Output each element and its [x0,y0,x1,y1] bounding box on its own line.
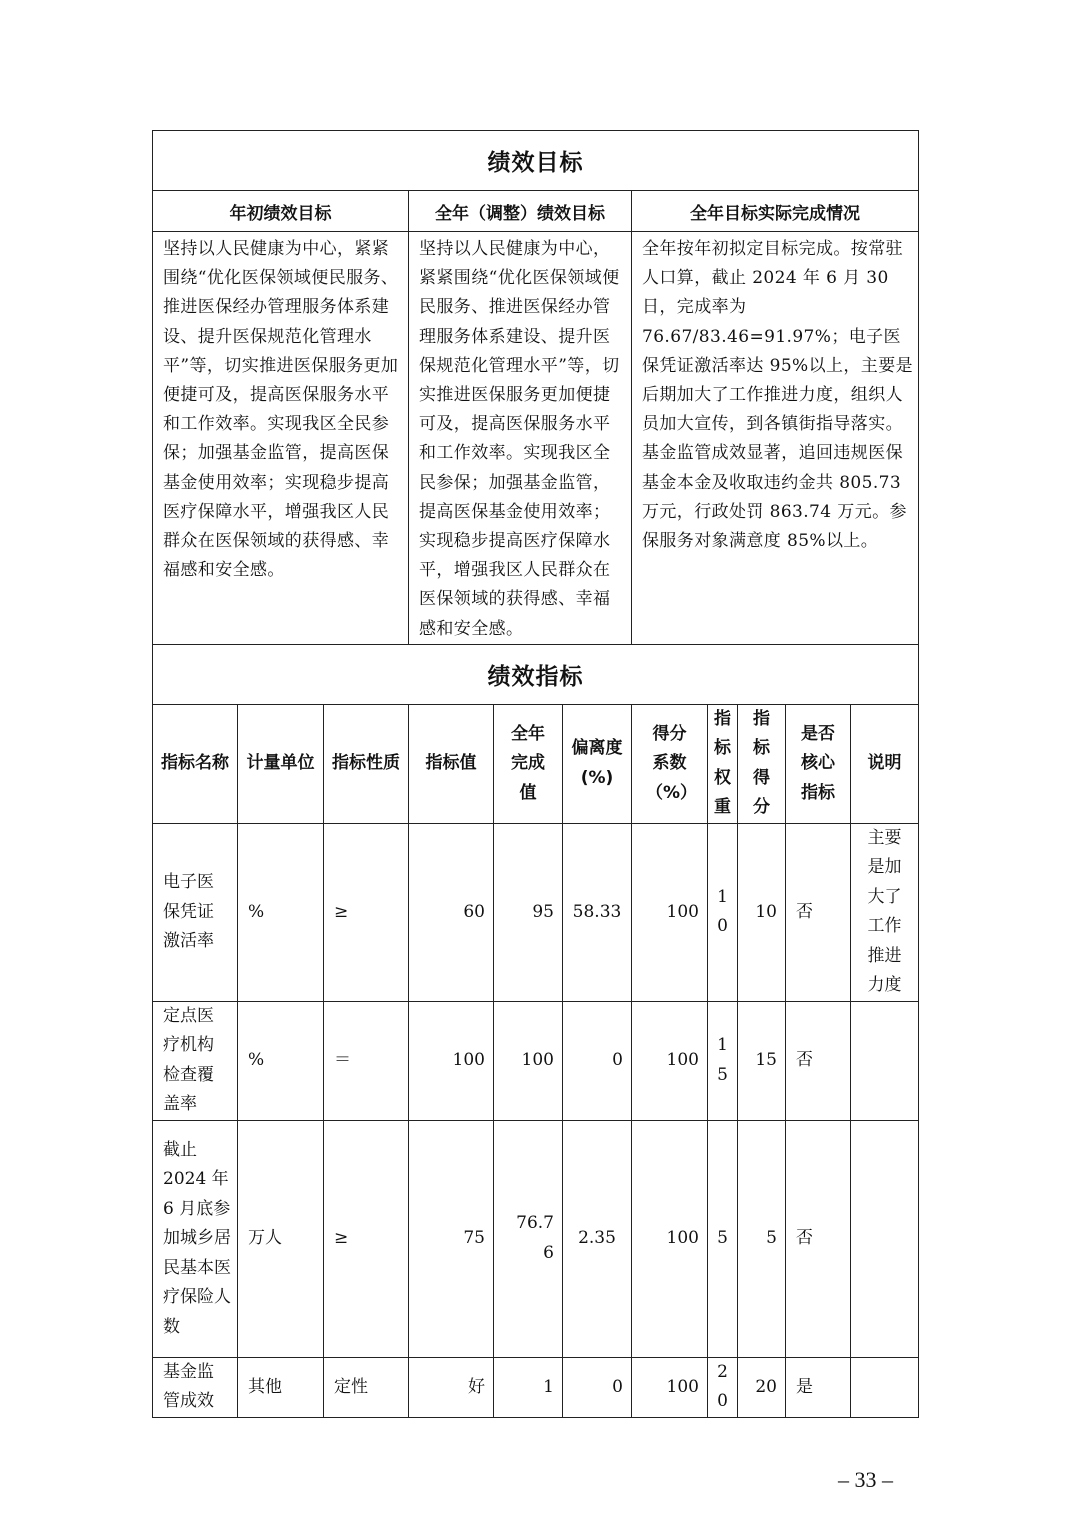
page-number: – 33 – [838,1467,893,1492]
indicator-name: 截止 2024 年 6 月底参加城乡居民基本医疗保险人数 [153,1120,238,1357]
indicator-unit: 万人 [238,1120,324,1357]
col-header-note: 说明 [851,704,919,823]
performance-table [152,130,919,1418]
col-header-score: 指标得分 [738,704,786,823]
goals-section-title: 绩效目标 [153,131,919,191]
indicator-note [851,1001,919,1120]
col-header-target: 指标值 [409,704,494,823]
indicator-score: 15 [738,1001,786,1120]
indicator-deviation: 0 [563,1001,632,1120]
header-adjusted-goal: 全年（调整）绩效目标 [409,191,632,232]
indicator-target: 75 [409,1120,494,1357]
indicator-score: 5 [738,1120,786,1357]
indicator-row [153,823,919,1001]
indicator-actual: 100 [494,1001,563,1120]
indicator-row [153,1357,919,1417]
indicator-name: 基金监管成效 [153,1357,238,1417]
header-initial-goal: 年初绩效目标 [153,191,409,232]
indicator-core: 否 [786,1001,851,1120]
indicator-weight: 15 [708,1001,738,1120]
col-header-deviation: 偏离度(%) [563,704,632,823]
indicator-note [851,1357,919,1417]
indicator-target: 100 [409,1001,494,1120]
indicator-unit: % [238,823,324,1001]
col-header-nature: 指标性质 [324,704,409,823]
indicator-weight: 20 [708,1357,738,1417]
indicator-row [153,1001,919,1120]
col-header-actual: 全年完成值 [494,704,563,823]
indicator-nature: ＝ [324,1001,409,1120]
indicator-target: 好 [409,1357,494,1417]
indicator-name: 电子医保凭证激活率 [153,823,238,1001]
indicator-actual: 95 [494,823,563,1001]
indicator-coefficient: 100 [632,1120,708,1357]
indicator-nature: ≥ [324,1120,409,1357]
indicator-core: 否 [786,1120,851,1357]
indicator-row [153,1120,919,1357]
indicator-deviation: 58.33 [563,823,632,1001]
indicator-score: 10 [738,823,786,1001]
indicator-core: 是 [786,1357,851,1417]
indicator-deviation: 0 [563,1357,632,1417]
indicator-core: 否 [786,823,851,1001]
indicator-actual: 76.76 [494,1120,563,1357]
indicator-note [851,1120,919,1357]
col-header-core: 是否核心指标 [786,704,851,823]
initial-goal-text: 坚持以人民健康为中心，紧紧围绕“优化医保领域便民服务、推进医保经办管理服务体系建设、提升医保规范化管理水平”等，切实推进医保服务更加便捷可及，提高医保服务水平和工作效率。实现我区全民参保；加强基金监管，提高医保基金使用效率；实现稳步提高医疗保障水平，增强我区人民群众在医保领域的获得感、幸福感和安全感。 [153,232,409,645]
indicator-coefficient: 100 [632,823,708,1001]
indicator-weight: 10 [708,823,738,1001]
col-header-name: 指标名称 [153,704,238,823]
indicator-target: 60 [409,823,494,1001]
col-header-coefficient: 得分系数（%） [632,704,708,823]
indicator-coefficient: 100 [632,1357,708,1417]
col-header-unit: 计量单位 [238,704,324,823]
indicators-section-title: 绩效指标 [153,644,919,704]
indicator-name: 定点医疗机构检查覆盖率 [153,1001,238,1120]
adjusted-goal-text: 坚持以人民健康为中心，紧紧围绕“优化医保领域便民服务、推进医保经办管理服务体系建设、提升医保规范化管理水平”等，切实推进医保服务更加便捷可及，提高医保服务水平和工作效率。实现我区全民参保；加强基金监管，提高医保基金使用效率；实现稳步提高医疗保障水平，增强我区人民群众在医保领域的获得感、幸福感和安全感。 [409,232,632,645]
indicator-actual: 1 [494,1357,563,1417]
indicator-coefficient: 100 [632,1001,708,1120]
indicator-weight: 5 [708,1120,738,1357]
header-actual-completion: 全年目标实际完成情况 [632,191,919,232]
indicator-note: 主要是加大了工作推进力度 [851,823,919,1001]
indicator-unit: 其他 [238,1357,324,1417]
indicators-header-row [153,704,919,823]
indicator-nature: ≥ [324,823,409,1001]
col-header-weight: 指标权重 [708,704,738,823]
indicator-unit: % [238,1001,324,1120]
indicator-deviation: 2.35 [563,1120,632,1357]
indicator-score: 20 [738,1357,786,1417]
indicator-nature: 定性 [324,1357,409,1417]
actual-completion-text: 全年按年初拟定目标完成。按常驻人口算，截止 2024 年 6 月 30 日，完成率为 76.67/83.46=91.97%；电子医保凭证激活率达 95%以上，主要是后期加大了工作推进力度，组织人员加大宣传，到各镇街指导落实。基金监管成效显著，追回违规医保基金本金及收取违约金共 805.73 万元，行政处罚 863.74 万元。参保服务对象满意度 85%以上。 [632,232,919,645]
